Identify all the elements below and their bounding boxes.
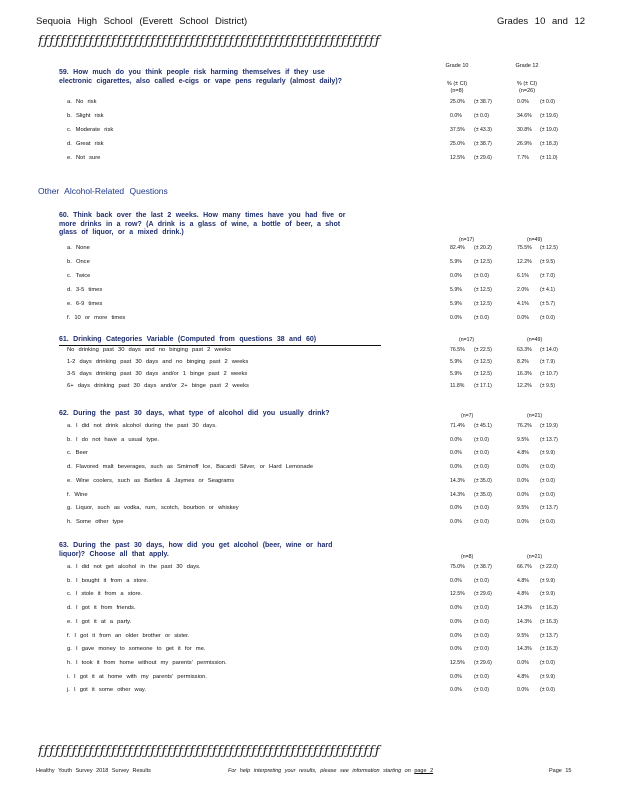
answer-label: d. Great risk xyxy=(67,141,104,147)
grade12-ci: (± 19.9) xyxy=(540,423,558,429)
answer-row xyxy=(67,97,567,108)
grade10-ci: (± 29.6) xyxy=(474,659,492,666)
answer-row xyxy=(67,313,567,324)
grade12-ci: (± 0.0) xyxy=(540,99,555,105)
grade10-percent: 25.0% xyxy=(450,99,465,105)
q63-n10: (n=8) xyxy=(461,554,474,560)
grade12-percent: 66.7% xyxy=(517,564,532,570)
grade10-ci: (± 0.0) xyxy=(474,577,489,584)
answer-row xyxy=(67,589,567,600)
grade12-percent: 9.5% xyxy=(517,505,529,512)
answer-label: h. Some other type xyxy=(67,518,124,525)
answer-row xyxy=(67,139,567,150)
grade12-ci: (± 19.0) xyxy=(540,127,558,133)
grade10-ci: (± 0.0) xyxy=(474,646,489,653)
grade10-percent: 0.0% xyxy=(450,673,462,680)
grade12-ci: (± 0.0) xyxy=(540,518,555,525)
grade10-ci: (± 12.5) xyxy=(474,301,492,307)
grade10-percent: 12.5% xyxy=(450,591,465,598)
grade10-percent: 76.5% xyxy=(450,347,465,353)
answer-row xyxy=(67,476,567,487)
grade10-ci: (± 12.5) xyxy=(474,359,492,365)
grade10-ci: (± 0.0) xyxy=(474,436,489,443)
top-rule: ƒƒƒƒƒƒƒƒƒƒƒƒƒƒƒƒƒƒƒƒƒƒƒƒƒƒƒƒƒƒƒƒƒƒƒƒƒƒƒƒƒƒƒƒƒƒƒƒƒƒƒƒƒƒƒƒƒƒƒƒƒ xyxy=(38,34,381,49)
answer-label: No drinking past 30 days and no binging past 2 weeks xyxy=(67,347,231,353)
grade10-percent: 25.0% xyxy=(450,141,465,147)
grade10-ci: (± 38.7) xyxy=(474,564,492,570)
answer-row xyxy=(67,503,567,514)
grade12-ci: (± 0.0) xyxy=(540,477,555,484)
footer-survey: Healthy Youth Survey 2018 Survey Results xyxy=(36,768,151,774)
grade10-percent: 0.0% xyxy=(450,518,462,525)
grade12-ci: (± 9.9) xyxy=(540,450,555,457)
grade12-percent: 16.3% xyxy=(517,371,532,377)
grade12-ci: (± 9.5) xyxy=(540,383,555,389)
question-61-title: 61. Drinking Categories Variable (Computed from questions 38 and 60) xyxy=(59,336,381,346)
grade12-ci: (± 7.0) xyxy=(540,273,555,279)
grade10-percent: 0.0% xyxy=(450,646,462,653)
grade12-ci: (± 5.7) xyxy=(540,301,555,307)
col-pct10: % (± CI) xyxy=(446,81,468,87)
answer-label: 1-2 days drinking past 30 days and no binging past 2 weeks xyxy=(67,359,249,365)
grade12-ci: (± 10.7) xyxy=(540,371,558,377)
grade10-percent: 0.0% xyxy=(450,505,462,512)
grade10-ci: (± 38.7) xyxy=(474,99,492,105)
grade12-ci: (± 16.3) xyxy=(540,646,558,653)
answer-row xyxy=(67,271,567,282)
grade12-percent: 0.0% xyxy=(517,477,529,484)
grade12-percent: 0.0% xyxy=(517,315,529,321)
answer-row xyxy=(67,243,567,254)
q63-n12: (n=21) xyxy=(527,554,543,560)
answer-row xyxy=(67,421,567,432)
grade10-ci: (± 0.0) xyxy=(474,687,489,694)
grade10-percent: 14.3% xyxy=(450,491,465,498)
answer-label: a. I did not get alcohol in the past 30 days. xyxy=(67,564,201,570)
grade10-ci: (± 35.0) xyxy=(474,491,492,498)
grade10-percent: 0.0% xyxy=(450,113,462,119)
grade12-percent: 63.3% xyxy=(517,347,532,353)
answer-label: c. Moderate risk xyxy=(67,127,114,133)
grade10-ci: (± 0.0) xyxy=(474,505,489,512)
grade12-percent: 12.2% xyxy=(517,383,532,389)
school-header: Sequoia High School (Everett School District) xyxy=(36,16,248,27)
grade10-percent: 12.5% xyxy=(450,659,465,666)
grade10-ci: (± 43.3) xyxy=(474,127,492,133)
grade12-ci: (± 19.6) xyxy=(540,113,558,119)
grade10-percent: 0.0% xyxy=(450,464,462,471)
grade12-ci: (± 11.0) xyxy=(540,155,558,161)
grade10-ci: (± 12.5) xyxy=(474,287,492,293)
q60-n12: (n=49) xyxy=(527,237,543,243)
answer-row xyxy=(67,631,567,642)
grade12-ci: (± 13.7) xyxy=(540,436,558,443)
answer-row xyxy=(67,462,567,473)
grade10-ci: (± 38.7) xyxy=(474,141,492,147)
answer-row xyxy=(67,490,567,501)
answer-row xyxy=(67,685,567,696)
grade12-percent: 0.0% xyxy=(517,518,529,525)
answer-row xyxy=(67,617,567,628)
answer-row xyxy=(67,435,567,446)
section-title: Other Alcohol-Related Questions xyxy=(38,186,168,196)
answer-label: c. I stole it from a store. xyxy=(67,591,143,598)
grade10-ci: (± 22.5) xyxy=(474,347,492,353)
grade12-ci: (± 22.0) xyxy=(540,564,558,570)
answer-label: f. I got it from an older brother or sister. xyxy=(67,632,190,639)
grade12-ci: (± 0.0) xyxy=(540,659,555,666)
col-n12: (n=26) xyxy=(518,88,536,94)
answer-label: e. Not sure xyxy=(67,155,101,161)
grade10-percent: 0.0% xyxy=(450,632,462,639)
answer-label: h. I took it from home without my parents' permission. xyxy=(67,659,227,666)
grade10-percent: 0.0% xyxy=(450,450,462,457)
col-grade12: Grade 12 xyxy=(515,63,539,69)
grade12-percent: 26.9% xyxy=(517,141,532,147)
grade12-percent: 9.5% xyxy=(517,436,529,443)
answer-row xyxy=(67,111,567,122)
answer-label: e. I got it at a party. xyxy=(67,618,132,625)
grade10-percent: 82.4% xyxy=(450,245,465,251)
question-60-title: 60. Think back over the last 2 weeks. How many times have you had five or more drinks in a row? (A drink is a glass of wine, a bottle of beer, a shot glass of liquor, or a mixed drink.) xyxy=(59,212,346,237)
answer-row xyxy=(67,644,567,655)
grade12-percent: 76.2% xyxy=(517,423,532,429)
grade10-ci: (± 0.0) xyxy=(474,605,489,612)
grade12-percent: 4.1% xyxy=(517,301,529,307)
grade12-ci: (± 0.0) xyxy=(540,464,555,471)
grade12-ci: (± 16.3) xyxy=(540,605,558,612)
answer-label: b. I do not have a usual type. xyxy=(67,436,159,443)
grade10-ci: (± 0.0) xyxy=(474,450,489,457)
grade10-ci: (± 12.5) xyxy=(474,259,492,265)
grade10-ci: (± 0.0) xyxy=(474,673,489,680)
grade12-percent: 0.0% xyxy=(517,687,529,694)
grade12-percent: 4.8% xyxy=(517,673,529,680)
grade12-percent: 14.3% xyxy=(517,605,532,612)
grade12-percent: 2.0% xyxy=(517,287,529,293)
grade10-percent: 5.9% xyxy=(450,359,462,365)
answer-row xyxy=(67,448,567,459)
grade10-ci: (± 29.6) xyxy=(474,591,492,598)
col-grade10: Grade 10 xyxy=(445,63,469,69)
grade10-percent: 0.0% xyxy=(450,436,462,443)
answer-row xyxy=(67,345,567,356)
answer-label: f. 10 or more times xyxy=(67,315,126,321)
grade10-percent: 0.0% xyxy=(450,273,462,279)
answer-row xyxy=(67,562,567,573)
grade12-percent: 30.8% xyxy=(517,127,532,133)
grade10-ci: (± 0.0) xyxy=(474,273,489,279)
answer-label: a. No risk xyxy=(67,99,97,105)
grade12-ci: (± 0.0) xyxy=(540,315,555,321)
grade12-ci: (± 7.9) xyxy=(540,359,555,365)
answer-label: a. I did not drink alcohol during the past 30 days. xyxy=(67,423,217,429)
grade12-ci: (± 14.0) xyxy=(540,347,558,353)
grade10-percent: 71.4% xyxy=(450,423,465,429)
grade10-percent: 0.0% xyxy=(450,687,462,694)
answer-label: j. I got it some other way. xyxy=(67,687,147,694)
grade10-percent: 11.8% xyxy=(450,383,465,389)
footer-page: Page 15 xyxy=(549,768,572,774)
grade10-percent: 12.5% xyxy=(450,155,465,161)
grade10-percent: 5.9% xyxy=(450,259,462,265)
q60-n10: (n=17) xyxy=(459,237,475,243)
grade12-ci: (± 18.3) xyxy=(540,141,558,147)
grade12-ci: (± 4.1) xyxy=(540,287,555,293)
grade12-percent: 4.8% xyxy=(517,591,529,598)
grade10-percent: 37.5% xyxy=(450,127,465,133)
answer-row xyxy=(67,672,567,683)
col-pct12: % (± CI) xyxy=(516,81,538,87)
grade10-ci: (± 0.0) xyxy=(474,518,489,525)
grade12-ci: (± 9.9) xyxy=(540,577,555,584)
answer-row xyxy=(67,153,567,164)
grade10-percent: 75.0% xyxy=(450,564,465,570)
grade10-percent: 0.0% xyxy=(450,577,462,584)
q61-n10: (n=17) xyxy=(459,337,475,343)
answer-label: e. 6-9 times xyxy=(67,301,103,307)
grade10-ci: (± 17.1) xyxy=(474,383,492,389)
grade10-ci: (± 0.0) xyxy=(474,632,489,639)
answer-label: f. Wine xyxy=(67,491,88,498)
grade10-percent: 0.0% xyxy=(450,605,462,612)
answer-label: 6+ days drinking past 30 days and/or 2+ binge past 2 weeks xyxy=(67,383,249,389)
grade12-ci: (± 16.3) xyxy=(540,618,558,625)
grades-header: Grades 10 and 12 xyxy=(497,16,586,27)
grade10-percent: 5.9% xyxy=(450,371,462,377)
grade12-percent: 0.0% xyxy=(517,99,529,105)
grade12-percent: 8.2% xyxy=(517,359,529,365)
bottom-rule: ƒƒƒƒƒƒƒƒƒƒƒƒƒƒƒƒƒƒƒƒƒƒƒƒƒƒƒƒƒƒƒƒƒƒƒƒƒƒƒƒƒƒƒƒƒƒƒƒƒƒƒƒƒƒƒƒƒƒƒƒƒ xyxy=(38,744,381,759)
answer-label: 3-5 days drinking past 30 days and/or 1 binge past 2 weeks xyxy=(67,371,248,377)
grade12-ci: (± 12.5) xyxy=(540,245,558,251)
grade12-percent: 0.0% xyxy=(517,659,529,666)
grade12-percent: 6.1% xyxy=(517,273,529,279)
answer-row xyxy=(67,381,567,392)
answer-row xyxy=(67,357,567,368)
grade10-ci: (± 0.0) xyxy=(474,315,489,321)
grade10-percent: 5.9% xyxy=(450,287,462,293)
footer-help-text: For help interpreting your results, please see information starting on xyxy=(228,768,411,774)
answer-label: g. Liquor, such as vodka, rum, scotch, bourbon or whiskey xyxy=(67,505,239,512)
grade12-percent: 4.8% xyxy=(517,450,529,457)
grade12-percent: 4.8% xyxy=(517,577,529,584)
answer-label: c. Beer xyxy=(67,450,88,457)
answer-label: e. Wine coolers, such as Bartles & Jaymes or Seagrams xyxy=(67,477,235,484)
grade12-ci: (± 9.9) xyxy=(540,591,555,598)
grade12-ci: (± 13.7) xyxy=(540,632,558,639)
grade12-percent: 14.3% xyxy=(517,618,532,625)
answer-label: g. I gave money to someone to get it for me. xyxy=(67,646,206,653)
grade10-percent: 0.0% xyxy=(450,618,462,625)
grade12-percent: 75.5% xyxy=(517,245,532,251)
answer-row xyxy=(67,517,567,528)
answer-label: c. Twice xyxy=(67,273,91,279)
answer-label: d. Flavored malt beverages, such as Smirnoff Ice, Bacardi Silver, or Hard Lemonade xyxy=(67,464,314,471)
question-59-title: 59. How much do you think people risk harming themselves if they use electronic cigarettes, also called e-cigs or vape pens regularly (almost daily)? xyxy=(59,69,342,85)
question-63-title: 63. During the past 30 days, how did you get alcohol (beer, wine or hard liquor)? Choose all that apply. xyxy=(59,542,333,558)
grade12-ci: (± 9.5) xyxy=(540,259,555,265)
answer-row xyxy=(67,299,567,310)
q62-n12: (n=21) xyxy=(527,413,543,419)
grade12-ci: (± 9.9) xyxy=(540,673,555,680)
grade12-percent: 7.7% xyxy=(517,155,529,161)
footer-page-link[interactable]: page 2 xyxy=(414,768,434,774)
col-n10: (n=8) xyxy=(450,88,464,94)
grade10-ci: (± 0.0) xyxy=(474,113,489,119)
answer-label: b. Slight risk xyxy=(67,113,104,119)
grade10-ci: (± 29.6) xyxy=(474,155,492,161)
grade12-percent: 34.6% xyxy=(517,113,532,119)
q62-n10: (n=7) xyxy=(461,413,474,419)
answer-label: a. None xyxy=(67,245,90,251)
footer-help xyxy=(228,768,433,774)
grade12-percent: 0.0% xyxy=(517,491,529,498)
grade12-percent: 0.0% xyxy=(517,464,529,471)
answer-label: b. Once xyxy=(67,259,90,265)
answer-label: d. I got it from friends. xyxy=(67,605,136,612)
answer-row xyxy=(67,125,567,136)
grade12-percent: 12.2% xyxy=(517,259,532,265)
grade10-percent: 0.0% xyxy=(450,315,462,321)
answer-row xyxy=(67,285,567,296)
grade10-percent: 14.3% xyxy=(450,477,465,484)
answer-label: i. I got it at home with my parents' permission. xyxy=(67,673,207,680)
answer-row xyxy=(67,658,567,669)
grade12-ci: (± 13.7) xyxy=(540,505,558,512)
answer-label: d. 3-5 times xyxy=(67,287,103,293)
grade10-percent: 5.9% xyxy=(450,301,462,307)
q61-n12: (n=49) xyxy=(527,337,543,343)
answer-label: b. I bought it from a store. xyxy=(67,577,149,584)
grade10-ci: (± 35.0) xyxy=(474,477,492,484)
grade10-ci: (± 20.2) xyxy=(474,245,492,251)
grade12-percent: 14.3% xyxy=(517,646,532,653)
answer-row xyxy=(67,369,567,380)
grade12-ci: (± 0.0) xyxy=(540,491,555,498)
answer-row xyxy=(67,257,567,268)
question-62-title: 62. During the past 30 days, what type of alcohol did you usually drink? xyxy=(59,410,330,417)
grade12-percent: 9.5% xyxy=(517,632,529,639)
grade10-ci: (± 0.0) xyxy=(474,618,489,625)
grade12-ci: (± 0.0) xyxy=(540,687,555,694)
grade10-ci: (± 45.1) xyxy=(474,423,492,429)
grade10-ci: (± 0.0) xyxy=(474,464,489,471)
answer-row xyxy=(67,603,567,614)
answer-row xyxy=(67,576,567,587)
grade10-ci: (± 12.5) xyxy=(474,371,492,377)
